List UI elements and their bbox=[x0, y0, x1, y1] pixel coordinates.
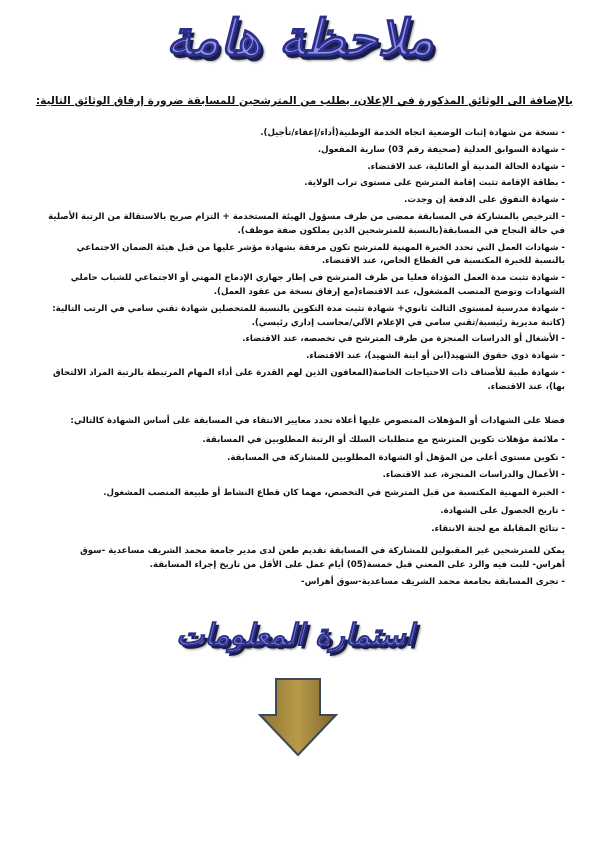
info-form-title: استمارة المعلومات bbox=[176, 618, 414, 653]
list-item: - الأعمال والدراسات المنجزة، عند الاقتضاء. bbox=[382, 470, 565, 481]
criteria-intro: فضلا على الشهادات أو المؤهلات المنصوص عليها أعلاه تحدد معايير الانتقاء في المسابقة على أساس الشهادة كالتالي: bbox=[70, 416, 565, 426]
list-item: - الخبرة المهنية المكتسبة من قبل المترشح في التخصص، مهما كان قطاع النشاط أو طبيعة المنصب المشغول. bbox=[103, 488, 565, 499]
required-documents-heading: بالإضافة الى الوثائق المذكورة في الإعلان، يطلب من المترشحين للمسابقة ضرورة إرفاق الوثائق التالية: bbox=[35, 95, 573, 107]
documents-list bbox=[45, 127, 565, 398]
notes-list bbox=[45, 545, 565, 592]
venue-note: - تجرى المسابقة بجامعة محمد الشريف مساعدية-سوق أهراس- bbox=[301, 576, 565, 587]
selection-criteria-list bbox=[45, 415, 565, 541]
list-item: - نسخة من شهادة إثبات الوضعية اتجاه الخدمة الوطنية(أداء/إعفاء/تأجيل). bbox=[260, 128, 565, 138]
list-item: - تكوين مستوى أعلى من المؤهل أو الشهادة المطلوبين للمشاركة في المسابقة. bbox=[227, 452, 565, 463]
list-item: - شهادة السوابق العدلية (صحيفة رقم 03) سارية المفعول. bbox=[317, 144, 565, 155]
list-item: - تاريخ الحصول على الشهادة. bbox=[440, 505, 565, 516]
list-item: - نتائج المقابلة مع لجنة الانتقاء. bbox=[431, 523, 565, 534]
list-item: - بطاقة الإقامة تثبت إقامة المترشح على مستوى تراب الولاية. bbox=[304, 178, 565, 189]
list-item: - شهادة تثبت مدة العمل المؤداة فعليا من طرف المترشح في إطار جهازي الإدماج المهني أو الاجتماعي للشباب حاملي الشهادات وتوضح المنصب المشغول، عند الاقتضاء(مع إرفاق نسخة من عقود العمل). bbox=[70, 273, 565, 297]
list-item: - شهادة مدرسية لمستوى الثالث ثانوي+ شهادة تثبت مدة التكوين بالنسبة للمتحصلين شهادة تقني سامي في الرتب التالية: (كاتبة مديرية رئيسية/تقني سامي في الإعلام الآلي/محاسب إداري رئيسي). bbox=[52, 303, 565, 328]
appeal-note: يمكن للمترشحين غير المقبولين للمشاركة في المسابقة تقديم طعن لدى مدير جامعة محمد الشريف مساعدية -سوق أهراس- للبت فيه والرد على المعني قبل خمسة(05) أيام عمل على الأقل من تاريخ إجراء المسابقة. bbox=[80, 546, 565, 570]
list-item: - شهادة طبية للأصناف ذات الاحتياجات الخاصة(المعاقون الذين لهم القدرة على أداء المهام المرتبطة بالرتبة المراد الالتحاق بها)، عند الاقتضاء. bbox=[53, 367, 565, 392]
down-arrow-icon bbox=[258, 677, 338, 757]
list-item: - شهادات العمل التي تحدد الخبرة المهنية للمترشح تكون مرفقة بشهادة مؤشر عليها من قبل هيئة الضمان الاجتماعي بالنسبة للخبرة المكتسبة في القطاع الخاص، عند الاقتضاء. bbox=[76, 242, 565, 267]
important-note-title: ملاحظة هامة bbox=[166, 8, 434, 67]
list-item: - شهادة ذوي حقوق الشهيد(ابن أو ابنة الشهيد)، عند الاقتضاء. bbox=[306, 351, 565, 362]
list-item: - الأشغال أو الدراسات المنجزة من طرف المترشح في تخصصه، عند الاقتضاء. bbox=[242, 334, 565, 345]
list-item: - الترخيص بالمشاركة في المسابقة ممضى من طرف مسؤول الهيئة المستخدمة + التزام صريح بالاستقالة من الرتبة الأصلية في حالة النجاح في المسابقة(بالنسبة للمترشحين الذين يملكون صفة موظف). bbox=[48, 211, 565, 236]
list-item: - شهادة الحالة المدنية أو العائلية، عند الاقتضاء. bbox=[367, 161, 565, 172]
list-item: - شهادة التفوق على الدفعة إن وجدت. bbox=[404, 195, 565, 206]
list-item: - ملائمة مؤهلات تكوين المترشح مع متطلبات السلك أو الرتبة المطلوبين في المسابقة. bbox=[202, 434, 565, 445]
